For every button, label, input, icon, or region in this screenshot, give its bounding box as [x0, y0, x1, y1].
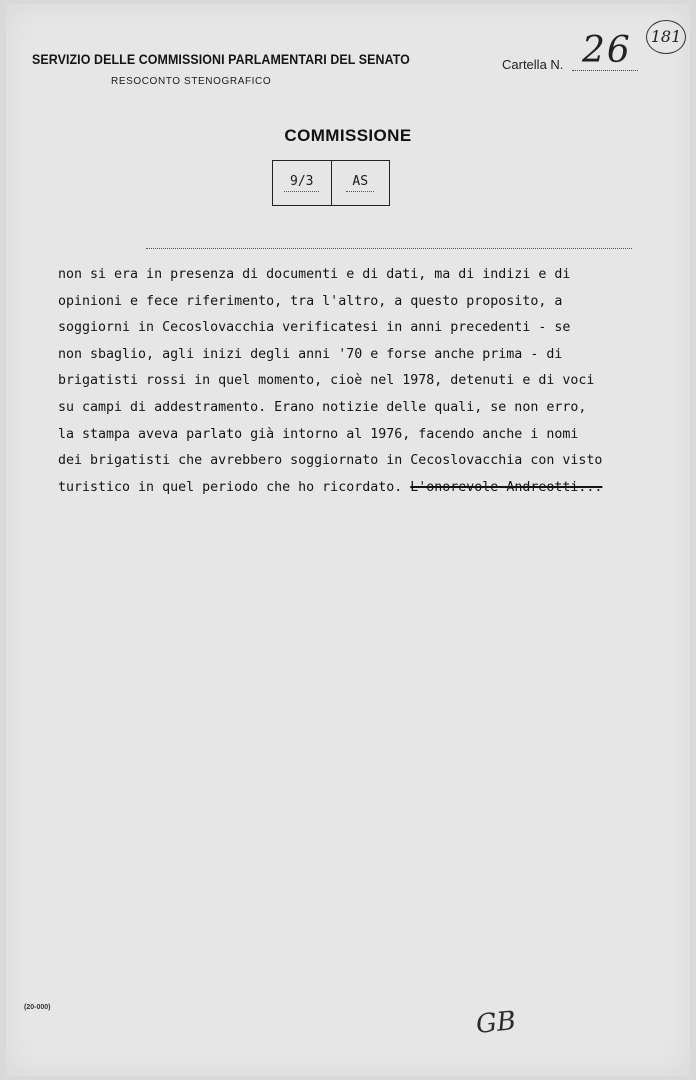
- page-number-stamp: 181: [646, 20, 686, 54]
- last-line-text: turistico in quel periodo che ho ricordato.: [58, 479, 403, 495]
- transcript-body: [58, 262, 658, 501]
- body-line: opinioni e fece riferimento, tra l'altro, a questo proposito, a: [58, 293, 563, 309]
- body-line: soggiorni in Cecoslovacchia verificatesi in anni precedenti - se: [58, 320, 571, 336]
- cartella-number: 26: [582, 30, 632, 71]
- report-type: RESOCONTO STENOGRAFICO: [111, 76, 272, 87]
- body-line: brigatisti rossi in quel momento, cioè nel 1978, detenuti e di voci: [58, 373, 595, 389]
- dotted-separator: [146, 248, 632, 249]
- cartella-number-field: [572, 30, 638, 71]
- body-line: non si era in presenza di documenti e di dati, ma di indizi e di: [58, 267, 571, 282]
- body-line: su campi di addestramento. Erano notizie delle quali, se non erro,: [58, 399, 587, 415]
- print-code: (20-000): [24, 1004, 51, 1011]
- struck-text: L'onorevole Andreotti...: [410, 479, 603, 495]
- code-left: 9/3: [284, 174, 319, 192]
- cartella-label: Cartella N.: [502, 57, 564, 72]
- letterhead: [32, 52, 443, 87]
- body-line: dei brigatisti che avrebbero soggiornato in Cecoslovacchia con visto: [58, 453, 603, 469]
- service-name: SERVIZIO DELLE COMMISSIONI PARLAMENTARI DEL SENATO: [32, 52, 410, 67]
- body-line-last: [58, 475, 658, 502]
- code-right: AS: [346, 174, 374, 192]
- document-page: [6, 4, 690, 1076]
- commission-code-box: [272, 160, 390, 206]
- body-line: la stampa aveva parlato già intorno al 1976, facendo anche i nomi: [58, 426, 579, 442]
- body-line: non sbaglio, agli inizi degli anni '70 e forse anche prima - di: [58, 346, 563, 362]
- handwritten-initials: GB: [474, 1005, 518, 1041]
- code-cell-left: [273, 161, 331, 205]
- page-title: COMMISSIONE: [284, 126, 412, 145]
- code-cell-right: [331, 161, 390, 205]
